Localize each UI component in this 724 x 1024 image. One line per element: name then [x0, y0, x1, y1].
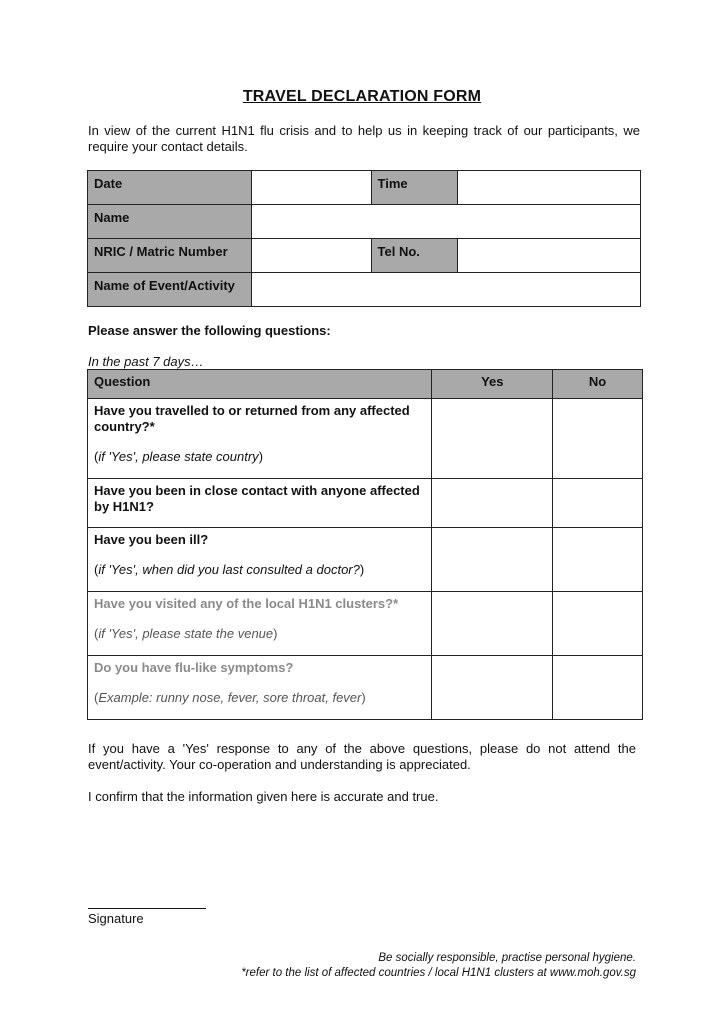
- event-field[interactable]: [251, 273, 640, 307]
- question-text: Have you visited any of the local H1N1 clusters?*: [94, 596, 399, 611]
- date-label: Date: [88, 171, 252, 205]
- confirmation-text: I confirm that the information given here is accurate and true.: [88, 789, 439, 804]
- question-cell: [88, 592, 432, 656]
- question-cell: [88, 479, 432, 528]
- no-cell[interactable]: [553, 528, 643, 592]
- footer-reference-note: *refer to the list of affected countries / local H1N1 clusters at www.moh.gov.sg: [241, 967, 636, 979]
- contact-details-table: [87, 170, 641, 307]
- question-text: Do you have flu-like symptoms?: [94, 660, 294, 675]
- intro-text: In view of the current H1N1 flu crisis and to help us in keeping track of our participants, we require your contact details.: [88, 123, 640, 154]
- time-field[interactable]: [458, 171, 641, 205]
- table-row: [88, 656, 643, 720]
- yes-column-header: Yes: [432, 370, 553, 399]
- table-row: [88, 239, 641, 273]
- yes-cell[interactable]: [432, 656, 553, 720]
- tel-label: Tel No.: [371, 239, 458, 273]
- footer-hygiene-note: Be socially responsible, practise personal hygiene.: [378, 952, 636, 964]
- question-text: Have you travelled to or returned from any affected country?*: [94, 403, 410, 434]
- table-row: [88, 479, 643, 528]
- question-note: (if 'Yes', please state country): [94, 449, 264, 464]
- past-days-label: In the past 7 days…: [88, 354, 204, 369]
- tel-field[interactable]: [458, 239, 641, 273]
- name-label: Name: [88, 205, 252, 239]
- no-cell[interactable]: [553, 592, 643, 656]
- table-row: [88, 399, 643, 479]
- no-cell[interactable]: [553, 479, 643, 528]
- date-field[interactable]: [251, 171, 371, 205]
- yes-cell[interactable]: [432, 399, 553, 479]
- question-note: (if 'Yes', when did you last consulted a doctor?): [94, 562, 365, 577]
- question-note: (if 'Yes', please state the venue): [94, 626, 278, 641]
- table-row: [88, 205, 641, 239]
- table-row: [88, 592, 643, 656]
- question-text: Have you been in close contact with anyone affected by H1N1?: [94, 483, 420, 514]
- notice-text: If you have a 'Yes' response to any of the above questions, please do not attend the event/activity. Your co-operation and understanding is appreciated.: [88, 741, 636, 772]
- question-cell: [88, 399, 432, 479]
- nric-field[interactable]: [251, 239, 371, 273]
- nric-label: NRIC / Matric Number: [88, 239, 252, 273]
- questions-heading: Please answer the following questions:: [88, 323, 331, 338]
- yes-cell[interactable]: [432, 528, 553, 592]
- question-text: Have you been ill?: [94, 532, 209, 547]
- signature-line[interactable]: [88, 908, 206, 909]
- question-cell: [88, 528, 432, 592]
- page-title: TRAVEL DECLARATION FORM: [242, 88, 482, 105]
- signature-label: Signature: [88, 911, 144, 926]
- time-label: Time: [371, 171, 458, 205]
- table-row: [88, 171, 641, 205]
- yes-cell[interactable]: [432, 592, 553, 656]
- table-row: [88, 273, 641, 307]
- footer: [241, 951, 636, 981]
- event-label: Name of Event/Activity: [88, 273, 252, 307]
- no-column-header: No: [553, 370, 643, 399]
- questions-table: [87, 369, 643, 720]
- no-cell[interactable]: [553, 656, 643, 720]
- no-cell[interactable]: [553, 399, 643, 479]
- question-column-header: Question: [88, 370, 432, 399]
- question-note: (Example: runny nose, fever, sore throat, fever): [94, 690, 366, 705]
- yes-cell[interactable]: [432, 479, 553, 528]
- table-row: [88, 528, 643, 592]
- table-header-row: [88, 370, 643, 399]
- name-field[interactable]: [251, 205, 640, 239]
- question-cell: [88, 656, 432, 720]
